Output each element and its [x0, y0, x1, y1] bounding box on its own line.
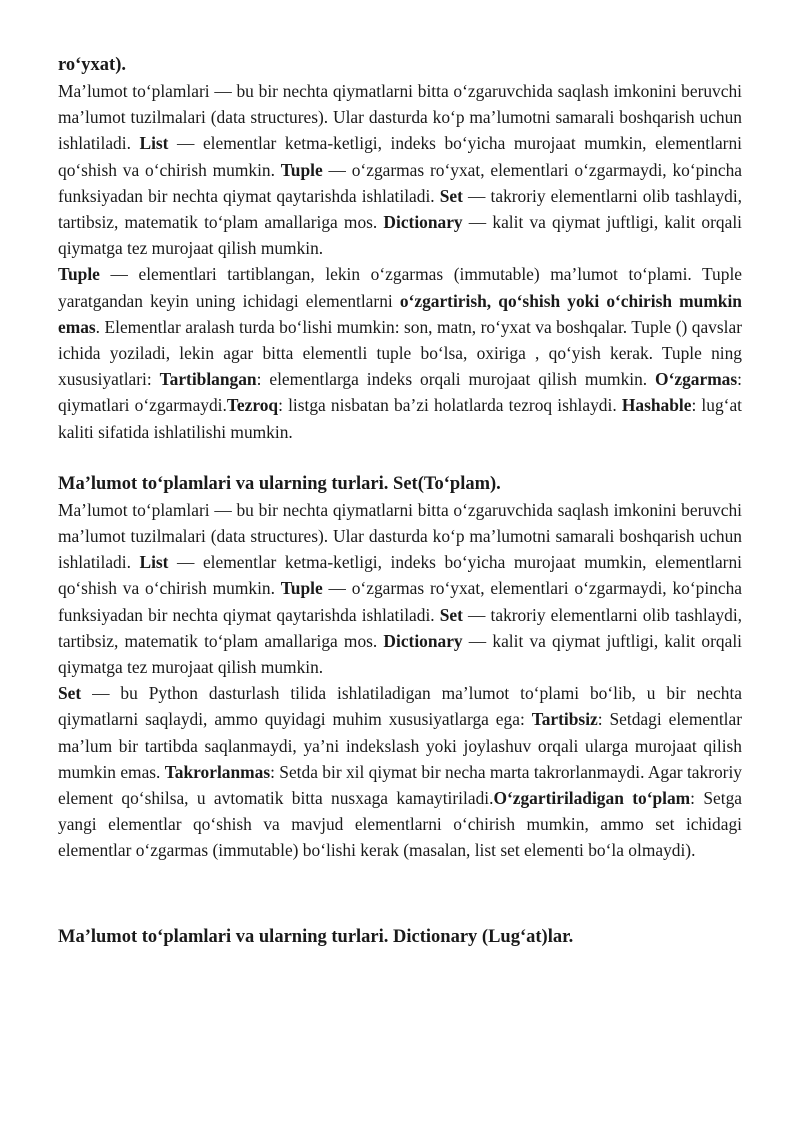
text-run: — kalit va qiymat juftligi, kalit orqali qiymatga tez murojaat qilish mumkin.	[58, 630, 742, 678]
text-run: — elementlar ketma-ketligi, indeks bo‘yicha murojaat mumkin, elementlarni qo‘shish va o‘chirish mumkin.	[58, 133, 742, 180]
text-run: . Elementlar aralash turda bo‘lishi mumkin: son, matn, ro‘yxat va boshqalar. Tuple () qavslar ichida yoziladi, lekin agar bitta elementli tuple bo‘lsa, oxiriga , qo‘yish kerak. Tuple ning xususiyatlari:	[58, 316, 742, 390]
text-run: — takroriy elementlarni olib tashlaydi, tartibsiz, matematik to‘plam amallariga mos.	[58, 604, 742, 651]
term-ordered: Tartiblangan	[159, 369, 257, 390]
set-intro-paragraph	[58, 497, 742, 680]
text-run: — o‘zgarmas ro‘yxat, elementlari o‘zgarmaydi, ko‘pincha funksiyadan bir nechta qiymat qaytarishda ishlatiladi.	[58, 159, 742, 206]
text-run: Ma’lumot to‘plamlari — bu bir nechta qiymatlarni bitta o‘zgaruvchida saqlash imkonini beruvchi ma’lumot tuzilmalari (data structures). Ular dasturda ko‘p ma’lumotni samarali boshqarish uchun ishlatiladi.	[58, 81, 742, 154]
text-run: : listga nisbatan ba’zi holatlarda tezroq ishlaydi.	[278, 395, 622, 416]
section-heading-set: Ma’lumot to‘plamlari va ularning turlari. Set(To‘plam).	[58, 473, 501, 494]
term-faster: Tezroq	[226, 395, 279, 416]
heading-tail: ro‘yxat).	[58, 55, 126, 75]
term-immutable: O‘zgarmas	[655, 369, 738, 390]
text-run: — elementlari tartiblangan, lekin o‘zgarmas (immutable) ma’lumot to‘plami. Tuple yaratgandan keyin uning ichidagi elementlarni	[58, 264, 742, 311]
text-run: : Setga yangi elementlar qo‘shish va mavjud elementlarni o‘chirish mumkin, ammo set ichidagi elementlar o‘zgarmas (immutable) bo‘lishi kerak (masalan, list set elementi bo‘la olmaydi).	[58, 788, 742, 861]
text-run: : elementlarga indeks orqali murojaat qilish mumkin.	[256, 369, 656, 390]
text-run: — elementlar ketma-ketligi, indeks bo‘yicha murojaat mumkin, elementlarni qo‘shish va o‘chirish mumkin.	[58, 552, 742, 599]
text-run: : lug‘at kaliti sifatida ishlatilishi mumkin.	[58, 395, 742, 442]
term-unordered: Tartibsiz	[531, 709, 598, 730]
term-set: Set	[439, 185, 463, 206]
emphasis-immutable: o‘zgartirish, qo‘shish yoki o‘chirish mumkin emas	[58, 290, 742, 337]
tuple-paragraph	[58, 261, 742, 444]
term-dictionary: Dictionary	[383, 630, 463, 651]
set-paragraph	[58, 680, 742, 863]
term-tuple: Tuple	[280, 578, 323, 599]
text-run: — o‘zgarmas ro‘yxat, elementlari o‘zgarmaydi, ko‘pincha funksiyadan bir nechta qiymat qaytarishda ishlatiladi.	[58, 578, 742, 625]
term-tuple: Tuple	[280, 159, 323, 180]
term-set: Set	[58, 683, 82, 704]
term-mutable-set: O‘zgartiriladigan to‘plam	[493, 788, 691, 809]
text-run: — takroriy elementlarni olib tashlaydi, tartibsiz, matematik to‘plam amallariga mos.	[58, 185, 742, 233]
text-run: — bu Python dasturlash tilida ishlatiladigan ma’lumot to‘plami bo‘lib, u bir nechta qiymatlarni saqlaydi, ammo quyidagi muhim xususiyatlarga ega:	[58, 683, 742, 730]
intro-paragraph	[58, 78, 742, 261]
text-run: : Setda bir xil qiymat bir necha marta takrorlanmaydi. Agar takroriy element qo‘shilsa, u avtomatik bitta nusxaga kamaytiriladi.	[58, 761, 742, 809]
section-heading-dictionary: Ma’lumot to‘plamlari va ularning turlari. Dictionary (Lug‘at)lar.	[58, 926, 574, 947]
text-run: — kalit va qiymat juftligi, kalit orqali qiymatga tez murojaat qilish mumkin.	[58, 212, 742, 259]
term-tuple: Tuple	[58, 264, 100, 285]
term-list: List	[139, 552, 169, 573]
term-set: Set	[439, 604, 463, 625]
text-run: Ma’lumot to‘plamlari — bu bir nechta qiymatlarni bitta o‘zgaruvchida saqlash imkonini beruvchi ma’lumot tuzilmalari (data structures). Ular dasturda ko‘p ma’lumotni samarali boshqarish uchun ishlatiladi.	[58, 499, 742, 573]
term-list: List	[139, 133, 169, 154]
term-dictionary: Dictionary	[383, 212, 463, 233]
term-hashable: Hashable	[621, 395, 692, 416]
text-run: : Setdagi elementlar ma’lum bir tartibda saqlanmaydi, ya’ni indekslash yoki joylashuv orqali ularga murojaat qilish mumkin emas.	[58, 709, 742, 782]
text-run: : qiymatlari o‘zgarmaydi.	[58, 369, 742, 416]
term-unique: Takrorlanmas	[164, 761, 271, 782]
